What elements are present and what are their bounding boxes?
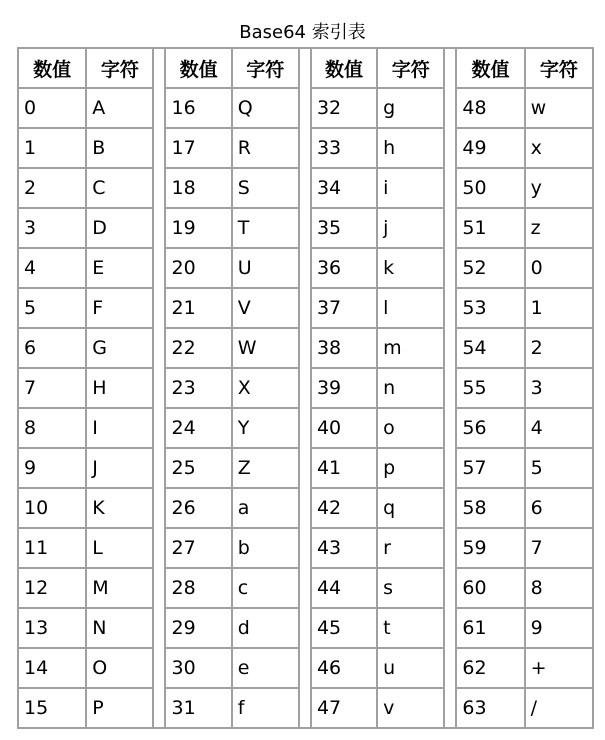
char-cell: l	[378, 289, 445, 329]
value-cell: 30	[166, 649, 232, 689]
char-cell: T	[233, 209, 300, 249]
value-cell: 11	[19, 529, 87, 569]
char-cell: m	[378, 329, 445, 369]
value-cell: 0	[19, 89, 87, 129]
char-cell: C	[87, 169, 154, 209]
table-body	[19, 89, 594, 729]
char-cell: S	[233, 169, 300, 209]
value-cell: 45	[312, 609, 378, 649]
column-gap	[154, 169, 166, 209]
char-cell: j	[378, 209, 445, 249]
value-cell: 39	[312, 369, 378, 409]
char-cell: /	[526, 689, 594, 729]
value-cell: 31	[166, 689, 232, 729]
value-cell: 17	[166, 129, 232, 169]
char-cell: v	[378, 689, 445, 729]
char-cell: g	[378, 89, 445, 129]
header-value: 数值	[457, 49, 525, 89]
value-cell: 2	[19, 169, 87, 209]
char-cell: Y	[233, 409, 300, 449]
char-cell: z	[526, 209, 594, 249]
column-gap	[154, 369, 166, 409]
value-cell: 23	[166, 369, 232, 409]
column-gap	[154, 249, 166, 289]
char-cell: M	[87, 569, 154, 609]
header-value: 数值	[312, 49, 378, 89]
value-cell: 49	[457, 129, 525, 169]
value-cell: 48	[457, 89, 525, 129]
value-cell: 21	[166, 289, 232, 329]
value-cell: 25	[166, 449, 232, 489]
table-row	[19, 449, 594, 489]
value-cell: 43	[312, 529, 378, 569]
table-row	[19, 369, 594, 409]
char-cell: E	[87, 249, 154, 289]
column-gap	[445, 249, 457, 289]
column-gap	[300, 489, 312, 529]
column-gap	[300, 329, 312, 369]
column-gap	[300, 49, 312, 89]
column-gap	[300, 529, 312, 569]
value-cell: 8	[19, 409, 87, 449]
value-cell: 32	[312, 89, 378, 129]
value-cell: 13	[19, 609, 87, 649]
column-gap	[300, 689, 312, 729]
value-cell: 19	[166, 209, 232, 249]
char-cell: 4	[526, 409, 594, 449]
value-cell: 24	[166, 409, 232, 449]
char-cell: N	[87, 609, 154, 649]
value-cell: 6	[19, 329, 87, 369]
value-cell: 34	[312, 169, 378, 209]
column-gap	[154, 449, 166, 489]
column-gap	[445, 689, 457, 729]
char-cell: k	[378, 249, 445, 289]
char-cell: 5	[526, 449, 594, 489]
value-cell: 52	[457, 249, 525, 289]
char-cell: o	[378, 409, 445, 449]
char-cell: B	[87, 129, 154, 169]
value-cell: 1	[19, 129, 87, 169]
value-cell: 41	[312, 449, 378, 489]
column-gap	[445, 649, 457, 689]
column-gap	[445, 89, 457, 129]
value-cell: 57	[457, 449, 525, 489]
char-cell: D	[87, 209, 154, 249]
value-cell: 37	[312, 289, 378, 329]
column-gap	[300, 369, 312, 409]
value-cell: 61	[457, 609, 525, 649]
column-gap	[300, 609, 312, 649]
char-cell: H	[87, 369, 154, 409]
value-cell: 63	[457, 689, 525, 729]
value-cell: 9	[19, 449, 87, 489]
char-cell: I	[87, 409, 154, 449]
char-cell: L	[87, 529, 154, 569]
column-gap	[445, 209, 457, 249]
column-gap	[445, 169, 457, 209]
char-cell: O	[87, 649, 154, 689]
char-cell: A	[87, 89, 154, 129]
value-cell: 50	[457, 169, 525, 209]
value-cell: 29	[166, 609, 232, 649]
value-cell: 3	[19, 209, 87, 249]
column-gap	[154, 49, 166, 89]
value-cell: 55	[457, 369, 525, 409]
header-value: 数值	[19, 49, 87, 89]
value-cell: 56	[457, 409, 525, 449]
char-cell: W	[233, 329, 300, 369]
char-cell: u	[378, 649, 445, 689]
value-cell: 22	[166, 329, 232, 369]
column-gap	[445, 369, 457, 409]
value-cell: 47	[312, 689, 378, 729]
column-gap	[300, 289, 312, 329]
table-row	[19, 689, 594, 729]
value-cell: 16	[166, 89, 232, 129]
column-gap	[445, 569, 457, 609]
char-cell: r	[378, 529, 445, 569]
column-gap	[445, 329, 457, 369]
column-gap	[445, 489, 457, 529]
char-cell: 1	[526, 289, 594, 329]
value-cell: 15	[19, 689, 87, 729]
table-row	[19, 489, 594, 529]
char-cell: Z	[233, 449, 300, 489]
value-cell: 14	[19, 649, 87, 689]
table-row	[19, 569, 594, 609]
column-gap	[154, 329, 166, 369]
char-cell: +	[526, 649, 594, 689]
column-gap	[154, 409, 166, 449]
table-row	[19, 129, 594, 169]
value-cell: 28	[166, 569, 232, 609]
char-cell: 0	[526, 249, 594, 289]
column-gap	[300, 569, 312, 609]
value-cell: 35	[312, 209, 378, 249]
char-cell: G	[87, 329, 154, 369]
column-gap	[445, 129, 457, 169]
value-cell: 46	[312, 649, 378, 689]
value-cell: 27	[166, 529, 232, 569]
value-cell: 20	[166, 249, 232, 289]
value-cell: 18	[166, 169, 232, 209]
char-cell: X	[233, 369, 300, 409]
table-row	[19, 529, 594, 569]
value-cell: 4	[19, 249, 87, 289]
char-cell: 7	[526, 529, 594, 569]
column-gap	[300, 409, 312, 449]
char-cell: J	[87, 449, 154, 489]
value-cell: 36	[312, 249, 378, 289]
column-gap	[154, 209, 166, 249]
column-gap	[300, 169, 312, 209]
char-cell: x	[526, 129, 594, 169]
char-cell: 8	[526, 569, 594, 609]
column-gap	[154, 89, 166, 129]
base64-index-table	[17, 47, 594, 729]
char-cell: y	[526, 169, 594, 209]
column-gap	[154, 489, 166, 529]
value-cell: 26	[166, 489, 232, 529]
value-cell: 38	[312, 329, 378, 369]
value-cell: 42	[312, 489, 378, 529]
char-cell: F	[87, 289, 154, 329]
value-cell: 5	[19, 289, 87, 329]
column-gap	[300, 449, 312, 489]
char-cell: 2	[526, 329, 594, 369]
char-cell: s	[378, 569, 445, 609]
column-gap	[445, 409, 457, 449]
char-cell: f	[233, 689, 300, 729]
column-gap	[445, 449, 457, 489]
column-gap	[445, 49, 457, 89]
char-cell: q	[378, 489, 445, 529]
char-cell: b	[233, 529, 300, 569]
char-cell: 3	[526, 369, 594, 409]
value-cell: 44	[312, 569, 378, 609]
char-cell: e	[233, 649, 300, 689]
char-cell: t	[378, 609, 445, 649]
value-cell: 7	[19, 369, 87, 409]
value-cell: 60	[457, 569, 525, 609]
column-gap	[445, 289, 457, 329]
header-value: 数值	[166, 49, 232, 89]
value-cell: 59	[457, 529, 525, 569]
char-cell: U	[233, 249, 300, 289]
column-gap	[154, 609, 166, 649]
table-row	[19, 249, 594, 289]
table-row	[19, 289, 594, 329]
char-cell: w	[526, 89, 594, 129]
column-gap	[154, 529, 166, 569]
header-char: 字符	[378, 49, 445, 89]
value-cell: 33	[312, 129, 378, 169]
column-gap	[154, 289, 166, 329]
table-row	[19, 649, 594, 689]
column-gap	[154, 129, 166, 169]
value-cell: 53	[457, 289, 525, 329]
value-cell: 51	[457, 209, 525, 249]
char-cell: K	[87, 489, 154, 529]
column-gap	[154, 569, 166, 609]
char-cell: c	[233, 569, 300, 609]
char-cell: i	[378, 169, 445, 209]
column-gap	[445, 609, 457, 649]
char-cell: R	[233, 129, 300, 169]
column-gap	[445, 529, 457, 569]
char-cell: P	[87, 689, 154, 729]
value-cell: 40	[312, 409, 378, 449]
char-cell: n	[378, 369, 445, 409]
column-gap	[300, 649, 312, 689]
value-cell: 62	[457, 649, 525, 689]
value-cell: 54	[457, 329, 525, 369]
value-cell: 58	[457, 489, 525, 529]
column-gap	[300, 129, 312, 169]
char-cell: 9	[526, 609, 594, 649]
char-cell: a	[233, 489, 300, 529]
char-cell: p	[378, 449, 445, 489]
table-row	[19, 609, 594, 649]
column-gap	[154, 689, 166, 729]
column-gap	[300, 249, 312, 289]
value-cell: 12	[19, 569, 87, 609]
char-cell: 6	[526, 489, 594, 529]
column-gap	[300, 89, 312, 129]
header-char: 字符	[233, 49, 300, 89]
table-row	[19, 89, 594, 129]
char-cell: V	[233, 289, 300, 329]
header-char: 字符	[87, 49, 154, 89]
header-row	[19, 49, 594, 89]
char-cell: Q	[233, 89, 300, 129]
column-gap	[154, 649, 166, 689]
char-cell: h	[378, 129, 445, 169]
table-row	[19, 409, 594, 449]
column-gap	[300, 209, 312, 249]
char-cell: d	[233, 609, 300, 649]
value-cell: 10	[19, 489, 87, 529]
table-row	[19, 169, 594, 209]
table-caption: Base64 索引表	[239, 22, 366, 43]
header-char: 字符	[526, 49, 594, 89]
table-row	[19, 209, 594, 249]
table-row	[19, 329, 594, 369]
